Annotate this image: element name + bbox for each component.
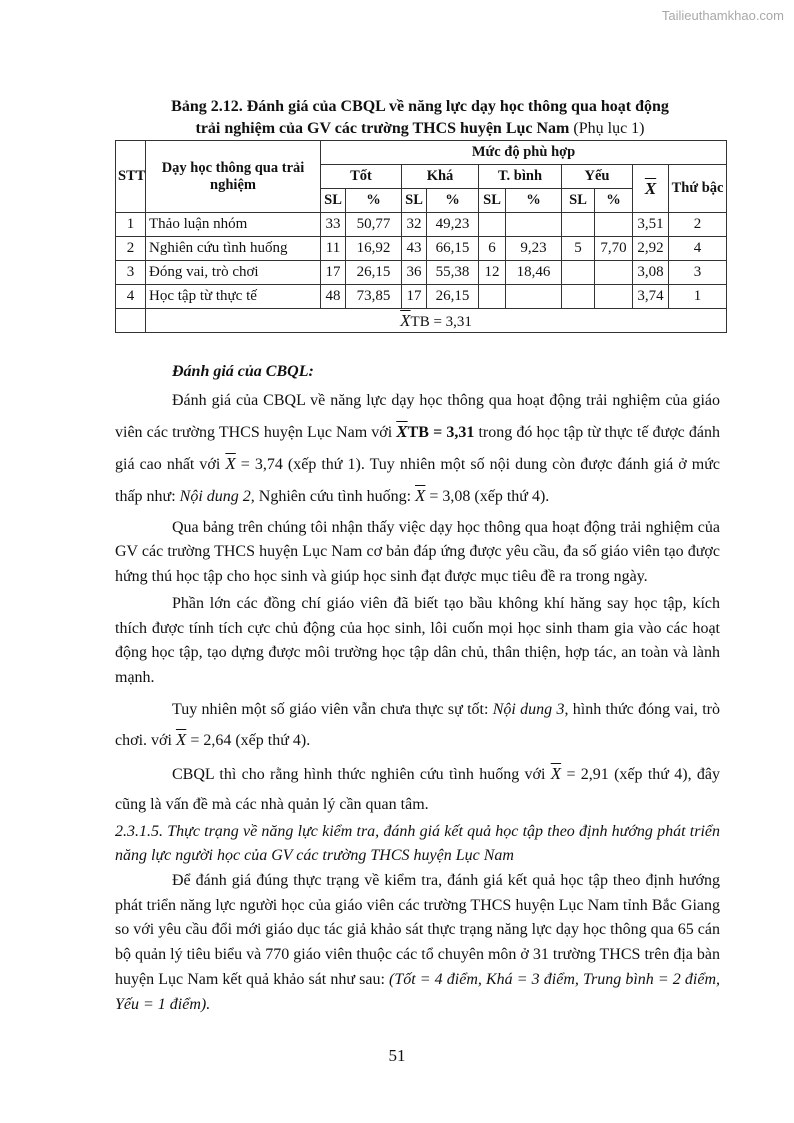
cell-tb-sl: 12 (479, 261, 506, 285)
header-sl: SL (479, 189, 506, 213)
cell-stt: 1 (116, 213, 146, 237)
p6-text-a: Để đánh giá đúng thực trạng về kiểm tra, đánh giá kết quả học tập theo định hướng phát triển năng lực người học của giáo viên các trường THCS huyện Lục Nam tỉnh Bắc Giang so với yêu cầu đổi mới giáo dục tác giả khảo sát thực trạng năng lực dạy học thông qua 65 cán bộ quản lý tiêu biểu và 770 giáo viên thuộc các tổ chuyên môn ở 31 trường THCS trên địa bàn huyện Lục Nam kết quả khảo sát như sau: (115, 872, 720, 988)
header-pct: % (506, 189, 562, 213)
header-sl: SL (321, 189, 346, 213)
cell-tot-pct: 26,15 (346, 261, 402, 285)
cell-mean: 3,08 (633, 261, 669, 285)
section-heading: Đánh giá của CBQL: (172, 363, 314, 380)
paragraph-5 (115, 759, 720, 820)
cell-tot-sl: 33 (321, 213, 346, 237)
p6-scoring-note: (Tốt = 4 điểm, Khá = 3 điểm, Trung bình = 2 điểm, Yếu = 1 điểm). (115, 970, 720, 1013)
p1-text-a: Đánh giá của CBQL về năng lực dạy học thông qua hoạt động trải nghiệm của giáo viên các trường THCS huyện Lục Nam với (115, 391, 720, 441)
p5-text-a: CBQL thì cho rằng hình thức nghiên cứu tình huống với (172, 765, 551, 783)
mean-symbol: $\overline{X}$ (175, 729, 187, 749)
total-row (116, 309, 727, 333)
subsection-heading: 2.3.1.5. Thực trạng về năng lực kiểm tra, đánh giá kết quả học tập theo định hướng phát triển năng lực người học của GV các trường THCS huyện Lục Nam (115, 822, 720, 865)
cell-yeu-pct: 7,70 (595, 237, 633, 261)
table-row (116, 261, 727, 285)
p1-mean-value: TB = 3,31 (407, 423, 475, 441)
cell-tot-pct: 73,85 (346, 285, 402, 309)
mean-symbol: $\overline{X}$ (550, 763, 562, 783)
cell-kha-pct: 26,15 (427, 285, 479, 309)
table-row (116, 285, 727, 309)
cell-rank: 4 (669, 237, 727, 261)
cell-name: Thảo luận nhóm (146, 213, 321, 237)
cell-mean: 3,74 (633, 285, 669, 309)
cell-mean: 3,51 (633, 213, 669, 237)
mean-symbol: $\overline{X}$ (400, 310, 411, 330)
paragraph-6 (115, 869, 720, 1017)
header-level: Mức độ phù hợp (321, 141, 727, 165)
cell-kha-sl: 43 (402, 237, 427, 261)
header-pct: % (595, 189, 633, 213)
caption-line-2-text: trải nghiệm của GV các trường THCS huyện Lục Nam (195, 120, 570, 137)
header-level-kha: Khá (402, 165, 479, 189)
paragraph-3: Phần lớn các đồng chí giáo viên đã biết tạo bầu không khí hăng say học tập, kích thích được tính tích cực chủ động của học sinh, lôi cuốn mọi học sinh tham gia vào các hoạt động học tập, tạo dựng được môi trường học tập dân chủ, thân thiện, hợp tác, an toàn và lành mạnh. (115, 594, 720, 686)
cell-tb-pct: 9,23 (506, 237, 562, 261)
cell-name: Đóng vai, trò chơi (146, 261, 321, 285)
cell-tb-pct (506, 285, 562, 309)
cell-stt: 3 (116, 261, 146, 285)
header-sl: SL (562, 189, 595, 213)
cell-kha-pct: 49,23 (427, 213, 479, 237)
total-value: TB = 3,31 (410, 313, 472, 330)
header-mean (633, 165, 669, 213)
p1-text-f: Nghiên cứu tình huống: (254, 487, 416, 505)
body-text (115, 360, 720, 1017)
table-row (116, 213, 727, 237)
header-pct: % (427, 189, 479, 213)
caption-appendix-ref: (Phụ lục 1) (569, 120, 645, 137)
cell-name: Học tập từ thực tế (146, 285, 321, 309)
page-number: 51 (388, 1046, 406, 1065)
cell-kha-sl: 32 (402, 213, 427, 237)
cell-yeu-pct (595, 213, 633, 237)
cell-kha-pct: 55,38 (427, 261, 479, 285)
p1-text-c: trong đó học tập từ thực tế được đánh giá cao nhất với (115, 423, 721, 473)
table-row (116, 237, 727, 261)
cell-tot-pct: 50,77 (346, 213, 402, 237)
header-sl: SL (402, 189, 427, 213)
evaluation-table (115, 140, 727, 333)
cell-yeu-sl: 5 (562, 237, 595, 261)
cell-stt: 2 (116, 237, 146, 261)
mean-symbol: $\overline{X}$ (225, 453, 236, 473)
total-cell (146, 309, 727, 333)
cell-tb-sl (479, 213, 506, 237)
cell-rank: 3 (669, 261, 727, 285)
mean-symbol: $\overline{X}$ (396, 421, 408, 441)
paragraph-1 (115, 385, 720, 512)
p1-content-ref: Nội dung 2, (179, 487, 255, 505)
p5-text-b: = 2,91 (xếp thứ 4), đây cũng là vấn đề mà các nhà quản lý cần quan tâm. (115, 765, 721, 813)
p4-text-c: , hình thức đóng vai, trò chơi. với (115, 700, 720, 749)
p1-text-d: = 3,74 (xếp thứ 1). Tuy nhiên một số nội dung còn được đánh giá ở mức thấp như: (115, 455, 721, 505)
cell-rank: 2 (669, 213, 727, 237)
paragraph-2: Qua bảng trên chúng tôi nhận thấy việc dạy học thông qua hoạt động trải nghiệm của GV các trường THCS huyện Lục Nam cơ bản đáp ứng được yêu cầu, đa số giáo viên tạo được hứng thú học tập cho học sinh và giúp học sinh đạt được mục tiêu đề ra trong ngày. (115, 518, 720, 586)
p1-text-g: = 3,08 (xếp thứ 4). (425, 487, 550, 505)
cell-yeu-pct (595, 285, 633, 309)
cell-kha-pct: 66,15 (427, 237, 479, 261)
header-rank: Thứ bậc (669, 165, 727, 213)
watermark: Tailieuthamkhao.com (661, 8, 784, 23)
caption-line-2 (115, 118, 725, 140)
cell-mean: 2,92 (633, 237, 669, 261)
caption-line-1: Bảng 2.12. Đánh giá của CBQL về năng lực dạy học thông qua hoạt động (171, 98, 669, 115)
cell-tot-pct: 16,92 (346, 237, 402, 261)
header-level-yeu: Yếu (562, 165, 633, 189)
cell-stt: 4 (116, 285, 146, 309)
mean-symbol: $\overline{X}$ (415, 485, 426, 505)
header-level-tb: T. bình (479, 165, 562, 189)
cell-yeu-sl (562, 285, 595, 309)
cell-kha-sl: 36 (402, 261, 427, 285)
p4-text-a: Tuy nhiên một số giáo viên vẫn chưa thực sự tốt: (172, 700, 493, 718)
p4-content-ref: Nội dung 3 (492, 700, 565, 718)
mean-symbol: $\overline{X}$ (644, 178, 657, 198)
p4-text-d: = 2,64 (xếp thứ 4). (186, 731, 311, 749)
header-stt: STT (116, 141, 146, 213)
cell-tot-sl: 11 (321, 237, 346, 261)
cell-tb-sl (479, 285, 506, 309)
cell-rank: 1 (669, 285, 727, 309)
cell-tb-pct (506, 213, 562, 237)
cell-tb-sl: 6 (479, 237, 506, 261)
cell-yeu-sl (562, 261, 595, 285)
cell-yeu-pct (595, 261, 633, 285)
table-body (116, 213, 727, 309)
paragraph-4 (115, 695, 720, 756)
header-level-tot: Tốt (321, 165, 402, 189)
header-activity: Dạy học thông qua trải nghiệm (146, 141, 321, 213)
table-caption (115, 96, 725, 140)
cell-yeu-sl (562, 213, 595, 237)
total-empty-cell (116, 309, 146, 333)
header-pct: % (346, 189, 402, 213)
cell-kha-sl: 17 (402, 285, 427, 309)
cell-tot-sl: 48 (321, 285, 346, 309)
cell-tb-pct: 18,46 (506, 261, 562, 285)
cell-name: Nghiên cứu tình huống (146, 237, 321, 261)
cell-tot-sl: 17 (321, 261, 346, 285)
